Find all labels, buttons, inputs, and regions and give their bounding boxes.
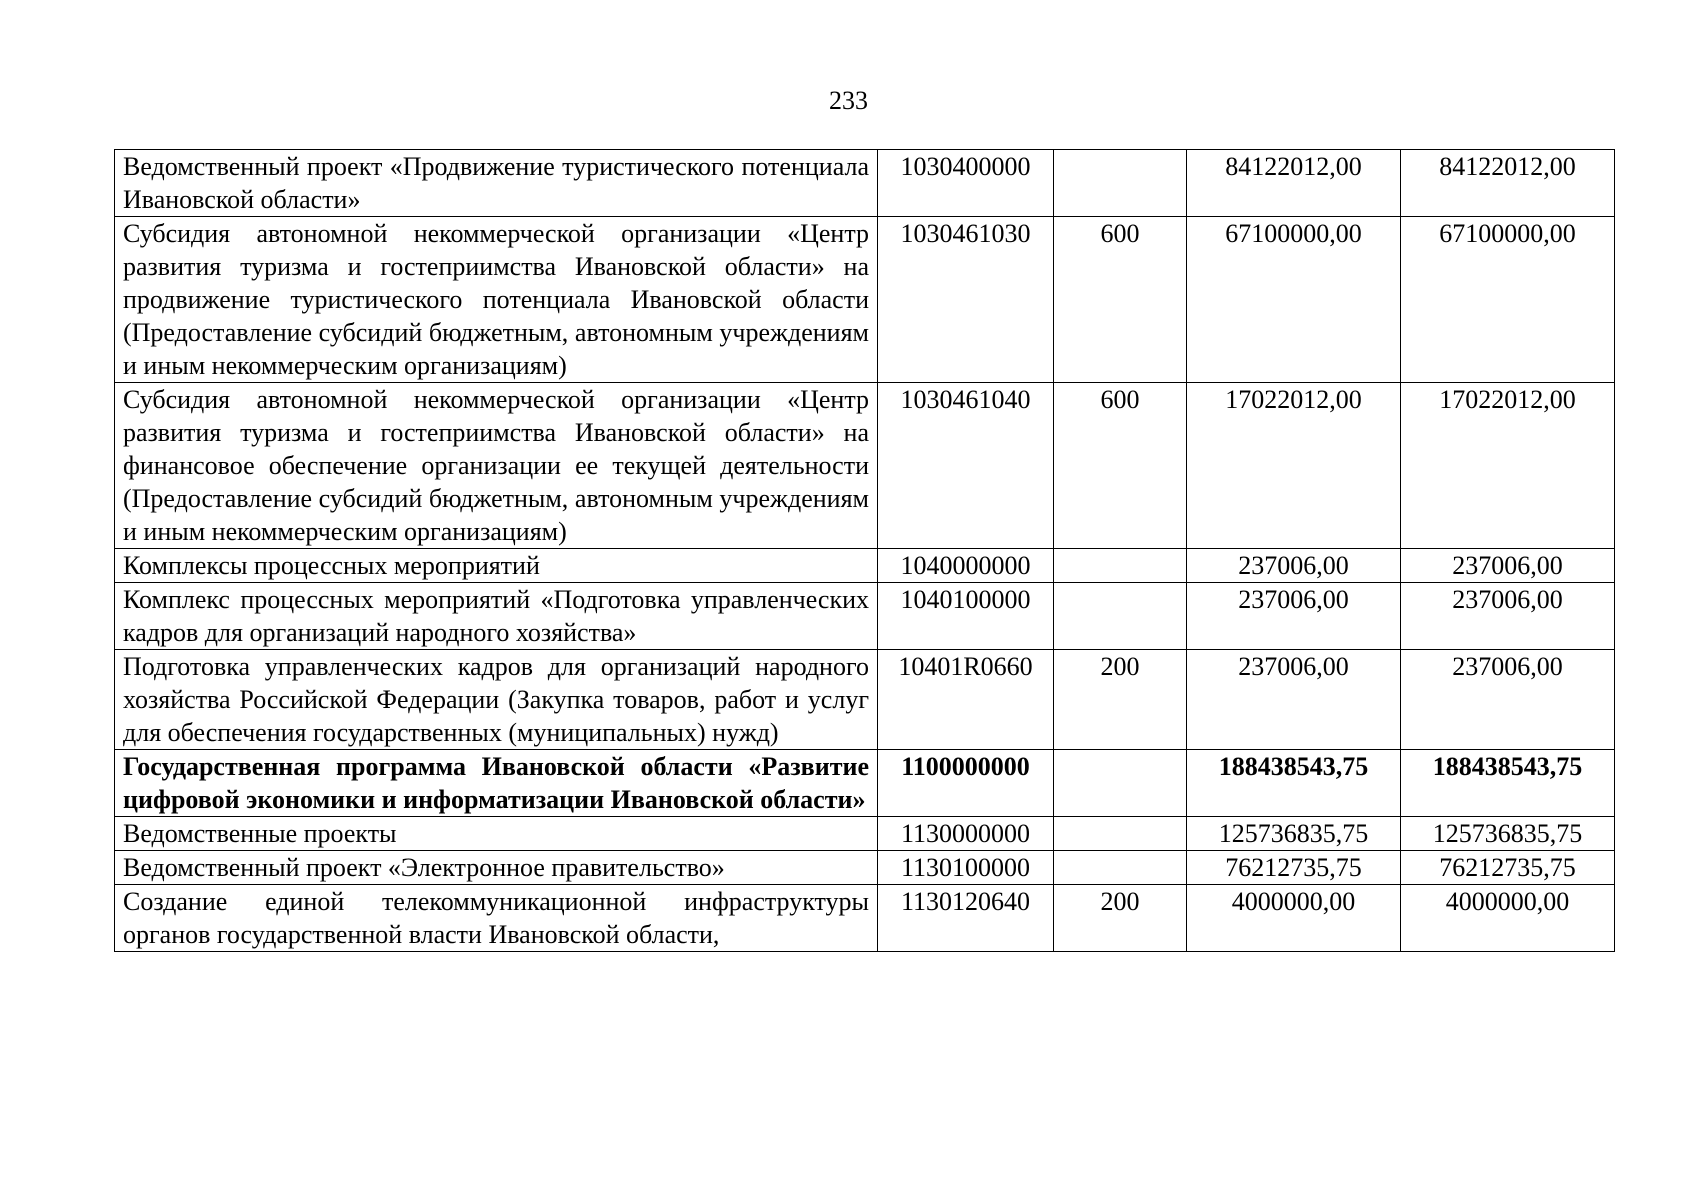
row-amount-2: 188438543,75: [1401, 750, 1615, 817]
row-amount-1: 4000000,00: [1187, 885, 1401, 952]
row-expense-type: 200: [1054, 885, 1187, 952]
row-code: 1100000000: [878, 750, 1054, 817]
row-amount-2: 237006,00: [1401, 650, 1615, 750]
row-name: Подготовка управленческих кадров для организаций народного хозяйства Российской Федерации (Закупка товаров, работ и услуг для обеспечения государственных (муниципальных) нужд): [115, 650, 878, 750]
row-expense-type: [1054, 583, 1187, 650]
table-row: [115, 383, 1615, 549]
budget-table: [114, 149, 1615, 952]
table-row: [115, 885, 1615, 952]
row-code: 1040000000: [878, 549, 1054, 583]
row-code: 1130000000: [878, 817, 1054, 851]
row-amount-2: 67100000,00: [1401, 217, 1615, 383]
row-amount-2: 76212735,75: [1401, 851, 1615, 885]
row-name: Ведомственный проект «Электронное правительство»: [115, 851, 878, 885]
row-amount-1: 84122012,00: [1187, 150, 1401, 217]
row-name: Ведомственные проекты: [115, 817, 878, 851]
table-row: [115, 150, 1615, 217]
row-amount-1: 76212735,75: [1187, 851, 1401, 885]
table-row: [115, 549, 1615, 583]
table-row-program: [115, 750, 1615, 817]
row-amount-1: 237006,00: [1187, 650, 1401, 750]
row-code: 1130120640: [878, 885, 1054, 952]
row-amount-2: 17022012,00: [1401, 383, 1615, 549]
row-amount-1: 237006,00: [1187, 549, 1401, 583]
row-name: Субсидия автономной некоммерческой организации «Центр развития туризма и гостеприимства Ивановской области» на финансовое обеспечение организации ее текущей деятельности (Предоставление субсидий бюджетным, автономным учреждениям и иным некоммерческим организациям): [115, 383, 878, 549]
row-name: Субсидия автономной некоммерческой организации «Центр развития туризма и гостеприимства Ивановской области» на продвижение туристического потенциала Ивановской области (Предоставление субсидий бюджетным, автономным учреждениям и иным некоммерческим организациям): [115, 217, 878, 383]
row-amount-1: 188438543,75: [1187, 750, 1401, 817]
row-expense-type: [1054, 817, 1187, 851]
row-amount-2: 4000000,00: [1401, 885, 1615, 952]
row-amount-1: 67100000,00: [1187, 217, 1401, 383]
row-code: 1030461040: [878, 383, 1054, 549]
row-name: Создание единой телекоммуникационной инфраструктуры органов государственной власти Ивановской области,: [123, 887, 869, 949]
table-row: [115, 817, 1615, 851]
row-name: Ведомственный проект «Продвижение туристического потенциала Ивановской области»: [115, 150, 878, 217]
row-name: Комплексы процессных мероприятий: [115, 549, 878, 583]
row-amount-2: 237006,00: [1401, 549, 1615, 583]
row-amount-2: 125736835,75: [1401, 817, 1615, 851]
row-code: 10401R0660: [878, 650, 1054, 750]
page-number: 233: [829, 86, 868, 115]
row-expense-type: [1054, 750, 1187, 817]
row-amount-2: 84122012,00: [1401, 150, 1615, 217]
row-code: 1030400000: [878, 150, 1054, 217]
row-name: Государственная программа Ивановской области «Развитие цифровой экономики и информатизации Ивановской области»: [115, 750, 878, 817]
table-row: [115, 583, 1615, 650]
row-expense-type: 600: [1054, 383, 1187, 549]
row-expense-type: [1054, 150, 1187, 217]
row-amount-1: 17022012,00: [1187, 383, 1401, 549]
row-amount-1: 237006,00: [1187, 583, 1401, 650]
table-row: [115, 217, 1615, 383]
row-name: Комплекс процессных мероприятий «Подготовка управленческих кадров для организаций народного хозяйства»: [115, 583, 878, 650]
row-expense-type: 200: [1054, 650, 1187, 750]
row-amount-1: 125736835,75: [1187, 817, 1401, 851]
row-amount-2: 237006,00: [1401, 583, 1615, 650]
row-name-cell: [115, 885, 878, 952]
row-expense-type: 600: [1054, 217, 1187, 383]
row-expense-type: [1054, 851, 1187, 885]
row-expense-type: [1054, 549, 1187, 583]
table-row: [115, 851, 1615, 885]
row-code: 1030461030: [878, 217, 1054, 383]
row-code: 1130100000: [878, 851, 1054, 885]
row-code: 1040100000: [878, 583, 1054, 650]
table-row: [115, 650, 1615, 750]
